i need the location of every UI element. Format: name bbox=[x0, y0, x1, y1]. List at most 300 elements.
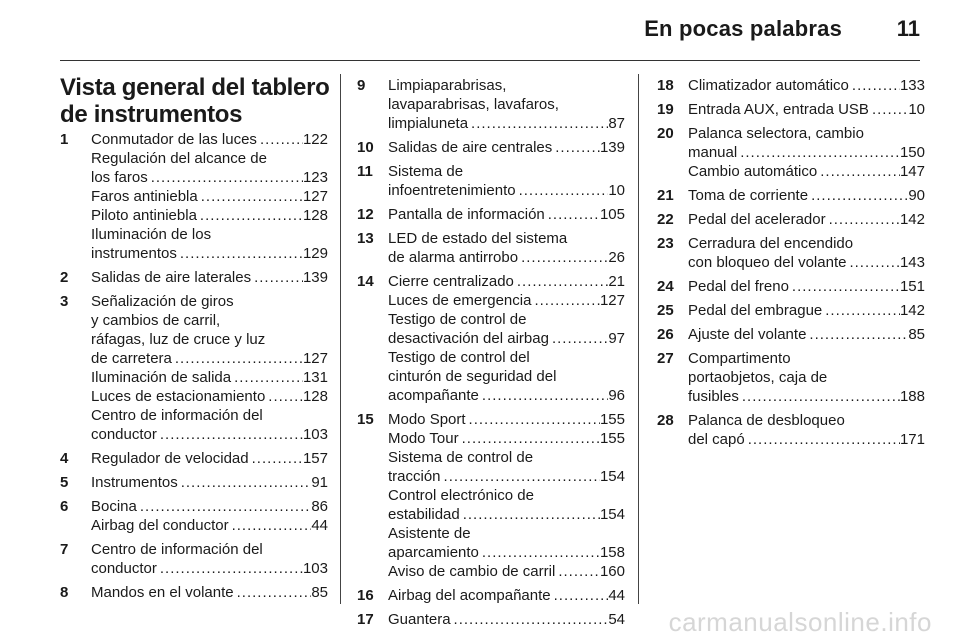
page-reference: 129 bbox=[302, 245, 328, 262]
dot-leader bbox=[177, 244, 303, 263]
index-line bbox=[388, 272, 625, 291]
entry-text: Aviso de cambio de carril bbox=[388, 563, 556, 580]
index-line bbox=[688, 124, 925, 143]
index-line bbox=[388, 367, 625, 386]
index-column-2 bbox=[357, 76, 625, 634]
item-number: 12 bbox=[357, 206, 374, 223]
dot-leader bbox=[148, 168, 303, 187]
entry-text: Conmutador de las luces bbox=[91, 131, 257, 148]
entry-text: infoentretenimiento bbox=[388, 182, 516, 199]
entry-text: Faros antiniebla bbox=[91, 188, 198, 205]
index-line bbox=[688, 186, 925, 205]
dot-leader bbox=[137, 497, 311, 516]
page-reference: 122 bbox=[302, 131, 328, 148]
page-reference: 131 bbox=[302, 369, 328, 386]
item-number: 22 bbox=[657, 211, 674, 228]
item-entries bbox=[688, 186, 925, 205]
item-entries bbox=[688, 124, 925, 181]
item-number: 25 bbox=[657, 302, 674, 319]
index-item bbox=[357, 586, 625, 605]
dot-leader bbox=[265, 387, 303, 406]
item-entries bbox=[91, 292, 328, 444]
dot-leader bbox=[549, 329, 608, 348]
index-item bbox=[357, 205, 625, 224]
index-item bbox=[357, 229, 625, 267]
column-divider-1 bbox=[340, 74, 341, 604]
page-reference: 142 bbox=[899, 302, 925, 319]
entry-text: Cierre centralizado bbox=[388, 273, 514, 290]
index-line bbox=[688, 325, 925, 344]
item-number: 16 bbox=[357, 587, 374, 604]
entry-text: Entrada AUX, entrada USB bbox=[688, 101, 869, 118]
entry-text: Iluminación de los bbox=[91, 226, 212, 243]
dot-leader bbox=[479, 543, 600, 562]
page-reference: 10 bbox=[908, 101, 925, 118]
dot-leader bbox=[251, 268, 303, 287]
index-item bbox=[657, 186, 925, 205]
item-entries bbox=[688, 325, 925, 344]
dot-leader bbox=[826, 210, 900, 229]
index-item bbox=[60, 540, 328, 578]
index-line bbox=[688, 277, 925, 296]
index-line bbox=[91, 168, 328, 187]
page-reference: 97 bbox=[608, 330, 625, 347]
header-title: En pocas palabras bbox=[644, 16, 842, 41]
entry-text: Pedal del acelerador bbox=[688, 211, 826, 228]
dot-leader bbox=[552, 138, 600, 157]
index-item bbox=[357, 162, 625, 200]
dot-leader bbox=[231, 368, 303, 387]
index-item bbox=[357, 76, 625, 133]
index-item bbox=[657, 76, 925, 95]
page-reference: 54 bbox=[608, 611, 625, 628]
page-reference: 85 bbox=[311, 584, 328, 601]
entry-text: Control electrónico de bbox=[388, 487, 534, 504]
entry-text: con bloqueo del volante bbox=[688, 254, 847, 271]
dot-leader bbox=[551, 586, 609, 605]
index-line bbox=[91, 540, 328, 559]
index-item bbox=[60, 497, 328, 535]
entry-text: instrumentos bbox=[91, 245, 177, 262]
page-reference: 127 bbox=[302, 188, 328, 205]
index-line bbox=[388, 448, 625, 467]
entry-text: Airbag del conductor bbox=[91, 517, 229, 534]
index-line bbox=[91, 311, 328, 330]
index-line bbox=[688, 162, 925, 181]
item-number: 13 bbox=[357, 230, 374, 247]
index-item bbox=[357, 410, 625, 581]
index-item bbox=[657, 325, 925, 344]
entry-text: aparcamiento bbox=[388, 544, 479, 561]
page-reference: 128 bbox=[302, 207, 328, 224]
index-item bbox=[657, 124, 925, 181]
dot-leader bbox=[817, 162, 900, 181]
dot-leader bbox=[229, 516, 312, 535]
index-line bbox=[388, 429, 625, 448]
index-line bbox=[388, 562, 625, 581]
page-reference: 143 bbox=[899, 254, 925, 271]
item-number: 10 bbox=[357, 139, 374, 156]
item-entries bbox=[688, 301, 925, 320]
index-line bbox=[388, 248, 625, 267]
index-line bbox=[688, 143, 925, 162]
index-line bbox=[91, 516, 328, 535]
index-item bbox=[60, 268, 328, 287]
index-item bbox=[657, 100, 925, 119]
page-reference: 139 bbox=[599, 139, 625, 156]
entry-text: fusibles bbox=[688, 388, 739, 405]
item-number: 8 bbox=[60, 584, 69, 601]
entry-text: manual bbox=[688, 144, 738, 161]
index-item bbox=[657, 234, 925, 272]
item-entries bbox=[388, 76, 625, 133]
entry-text: Regulador de velocidad bbox=[91, 450, 249, 467]
page-reference: 103 bbox=[302, 426, 328, 443]
entry-text: Testigo de control de bbox=[388, 311, 527, 328]
entry-text: Piloto antiniebla bbox=[91, 207, 197, 224]
entry-text: Salidas de aire laterales bbox=[91, 269, 252, 286]
item-entries bbox=[388, 410, 625, 581]
entry-text: LED de estado del sistema bbox=[388, 230, 568, 247]
dot-leader bbox=[249, 449, 303, 468]
index-item bbox=[357, 138, 625, 157]
index-line bbox=[688, 387, 925, 406]
index-item bbox=[657, 277, 925, 296]
index-line bbox=[388, 505, 625, 524]
page-reference: 103 bbox=[302, 560, 328, 577]
index-line bbox=[688, 368, 925, 387]
index-item bbox=[657, 411, 925, 449]
index-line bbox=[688, 234, 925, 253]
dot-leader bbox=[869, 100, 908, 119]
dot-leader bbox=[468, 114, 608, 133]
dot-leader bbox=[460, 505, 600, 524]
entry-text: cinturón de seguridad del bbox=[388, 368, 557, 385]
entry-text: Limpiaparabrisas, bbox=[388, 77, 507, 94]
index-line bbox=[91, 330, 328, 349]
item-entries bbox=[688, 210, 925, 229]
column-divider-2 bbox=[638, 74, 639, 604]
entry-text: Mandos en el volante bbox=[91, 584, 234, 601]
dot-leader bbox=[459, 429, 600, 448]
entry-text: Señalización de giros bbox=[91, 293, 234, 310]
index-line bbox=[388, 348, 625, 367]
item-entries bbox=[388, 138, 625, 157]
item-entries bbox=[688, 76, 925, 95]
item-number: 6 bbox=[60, 498, 69, 515]
dot-leader bbox=[157, 425, 303, 444]
entry-text: Iluminación de salida bbox=[91, 369, 232, 386]
index-line bbox=[388, 114, 625, 133]
page-reference: 91 bbox=[311, 474, 328, 491]
dot-leader bbox=[479, 386, 608, 405]
page-reference: 127 bbox=[599, 292, 625, 309]
index-line bbox=[388, 486, 625, 505]
dot-leader bbox=[257, 130, 303, 149]
page-reference: 10 bbox=[608, 182, 625, 199]
entry-text: Luces de emergencia bbox=[388, 292, 532, 309]
watermark: carmanualsonline.info bbox=[668, 607, 932, 637]
index-line bbox=[91, 497, 328, 516]
item-entries bbox=[388, 229, 625, 267]
entry-text: Asistente de bbox=[388, 525, 471, 542]
item-number: 24 bbox=[657, 278, 674, 295]
index-item bbox=[357, 610, 625, 629]
index-item bbox=[60, 473, 328, 492]
index-line bbox=[388, 329, 625, 348]
item-number: 19 bbox=[657, 101, 674, 118]
dot-leader bbox=[745, 430, 900, 449]
index-item bbox=[657, 301, 925, 320]
page-reference: 188 bbox=[899, 388, 925, 405]
index-line bbox=[388, 310, 625, 329]
page-reference: 133 bbox=[899, 77, 925, 94]
index-line bbox=[91, 559, 328, 578]
item-entries bbox=[388, 162, 625, 200]
index-line bbox=[91, 449, 328, 468]
entry-text: conductor bbox=[91, 426, 157, 443]
index-line bbox=[388, 205, 625, 224]
page-reference: 157 bbox=[302, 450, 328, 467]
page-number: 11 bbox=[896, 16, 920, 41]
item-entries bbox=[388, 272, 625, 405]
entry-text: Testigo de control del bbox=[388, 349, 530, 366]
item-entries bbox=[388, 205, 625, 224]
item-entries bbox=[91, 583, 328, 602]
item-entries bbox=[688, 277, 925, 296]
entry-text: limpialuneta bbox=[388, 115, 469, 132]
item-entries bbox=[91, 540, 328, 578]
entry-text: conductor bbox=[91, 560, 157, 577]
item-entries bbox=[688, 349, 925, 406]
dot-leader bbox=[737, 143, 900, 162]
dot-leader bbox=[198, 187, 303, 206]
index-line bbox=[388, 95, 625, 114]
entry-text: Luces de estacionamiento bbox=[91, 388, 266, 405]
page-reference: 142 bbox=[899, 211, 925, 228]
index-line bbox=[91, 368, 328, 387]
index-column-1 bbox=[60, 130, 328, 607]
index-line bbox=[91, 130, 328, 149]
dot-leader bbox=[466, 410, 600, 429]
page-reference: 127 bbox=[302, 350, 328, 367]
page-reference: 154 bbox=[599, 506, 625, 523]
index-line bbox=[388, 138, 625, 157]
entry-text: de alarma antirrobo bbox=[388, 249, 519, 266]
item-number: 27 bbox=[657, 350, 674, 367]
page-reference: 96 bbox=[608, 387, 625, 404]
page-reference: 87 bbox=[608, 115, 625, 132]
dot-leader bbox=[157, 559, 303, 578]
entry-text: Pedal del embrague bbox=[688, 302, 823, 319]
entry-text: Palanca de desbloqueo bbox=[688, 412, 845, 429]
dot-leader bbox=[739, 387, 900, 406]
index-line bbox=[388, 162, 625, 181]
index-line bbox=[688, 301, 925, 320]
index-line bbox=[91, 583, 328, 602]
index-line bbox=[388, 586, 625, 605]
item-number: 1 bbox=[60, 131, 69, 148]
index-line bbox=[91, 425, 328, 444]
entry-text: Instrumentos bbox=[91, 474, 178, 491]
entry-text: Palanca selectora, cambio bbox=[688, 125, 864, 142]
item-number: 23 bbox=[657, 235, 674, 252]
item-number: 5 bbox=[60, 474, 69, 491]
index-line bbox=[91, 268, 328, 287]
dot-leader bbox=[197, 206, 303, 225]
entry-text: Guantera bbox=[388, 611, 451, 628]
index-line bbox=[91, 187, 328, 206]
index-column-3 bbox=[657, 76, 925, 454]
item-number: 4 bbox=[60, 450, 69, 467]
item-number: 20 bbox=[657, 125, 674, 142]
index-line bbox=[388, 76, 625, 95]
index-line bbox=[688, 430, 925, 449]
entry-text: Pantalla de información bbox=[388, 206, 545, 223]
index-line bbox=[388, 181, 625, 200]
dot-leader bbox=[808, 186, 908, 205]
entry-text: Modo Sport bbox=[388, 411, 466, 428]
dot-leader bbox=[531, 291, 600, 310]
item-number: 17 bbox=[357, 611, 374, 628]
item-entries bbox=[388, 610, 625, 629]
page-reference: 147 bbox=[899, 163, 925, 180]
page-reference: 85 bbox=[908, 326, 925, 343]
dot-leader bbox=[516, 181, 609, 200]
item-entries bbox=[688, 411, 925, 449]
entry-text: Compartimento bbox=[688, 350, 791, 367]
dot-leader bbox=[234, 583, 312, 602]
dot-leader bbox=[514, 272, 608, 291]
item-entries bbox=[91, 449, 328, 468]
entry-text: los faros bbox=[91, 169, 148, 186]
entry-text: Sistema de control de bbox=[388, 449, 534, 466]
page-reference: 105 bbox=[599, 206, 625, 223]
index-line bbox=[91, 225, 328, 244]
dot-leader bbox=[178, 473, 312, 492]
page-reference: 150 bbox=[899, 144, 925, 161]
index-line bbox=[388, 410, 625, 429]
dot-leader bbox=[545, 205, 600, 224]
index-line bbox=[688, 349, 925, 368]
dot-leader bbox=[172, 349, 303, 368]
dot-leader bbox=[849, 76, 900, 95]
index-item bbox=[657, 210, 925, 229]
index-item bbox=[657, 349, 925, 406]
dot-leader bbox=[822, 301, 900, 320]
page-reference: 158 bbox=[599, 544, 625, 561]
index-line bbox=[91, 349, 328, 368]
index-line bbox=[688, 100, 925, 119]
entry-text: y cambios de carril, bbox=[91, 312, 221, 329]
page-reference: 44 bbox=[608, 587, 625, 604]
entry-text: estabilidad bbox=[388, 506, 460, 523]
page-reference: 86 bbox=[311, 498, 328, 515]
entry-text: Airbag del acompañante bbox=[388, 587, 551, 604]
page-reference: 90 bbox=[908, 187, 925, 204]
item-number: 2 bbox=[60, 269, 69, 286]
index-line bbox=[688, 411, 925, 430]
entry-text: Climatizador automático bbox=[688, 77, 849, 94]
page-reference: 139 bbox=[302, 269, 328, 286]
item-number: 15 bbox=[357, 411, 374, 428]
index-item bbox=[60, 130, 328, 263]
page-reference: 160 bbox=[599, 563, 625, 580]
item-number: 26 bbox=[657, 326, 674, 343]
index-line bbox=[388, 543, 625, 562]
header-divider bbox=[60, 60, 920, 61]
dot-leader bbox=[789, 277, 900, 296]
dot-leader bbox=[555, 562, 600, 581]
item-number: 3 bbox=[60, 293, 69, 310]
entry-text: desactivación del airbag bbox=[388, 330, 549, 347]
entry-text: del capó bbox=[688, 431, 745, 448]
item-entries bbox=[688, 234, 925, 272]
item-number: 9 bbox=[357, 77, 366, 94]
page-reference: 26 bbox=[608, 249, 625, 266]
entry-text: de carretera bbox=[91, 350, 172, 367]
dot-leader bbox=[451, 610, 609, 629]
entry-text: Ajuste del volante bbox=[688, 326, 807, 343]
index-line bbox=[388, 291, 625, 310]
index-line bbox=[91, 206, 328, 225]
index-line bbox=[91, 292, 328, 311]
dot-leader bbox=[518, 248, 608, 267]
item-number: 11 bbox=[357, 163, 373, 180]
entry-text: Bocina bbox=[91, 498, 137, 515]
index-line bbox=[388, 386, 625, 405]
page-reference: 155 bbox=[599, 430, 625, 447]
item-number: 21 bbox=[657, 187, 674, 204]
index-line bbox=[91, 244, 328, 263]
index-line bbox=[388, 610, 625, 629]
section-title: Vista general del tablero de instrumentos bbox=[60, 74, 330, 128]
index-line bbox=[388, 467, 625, 486]
item-number: 14 bbox=[357, 273, 374, 290]
index-line bbox=[91, 387, 328, 406]
index-line bbox=[388, 524, 625, 543]
entry-text: Sistema de bbox=[388, 163, 464, 180]
item-number: 28 bbox=[657, 412, 674, 429]
page-reference: 154 bbox=[599, 468, 625, 485]
index-line bbox=[688, 210, 925, 229]
entry-text: Centro de información del bbox=[91, 541, 263, 558]
entry-text: ráfagas, luz de cruce y luz bbox=[91, 331, 266, 348]
index-line bbox=[688, 253, 925, 272]
page-reference: 123 bbox=[302, 169, 328, 186]
entry-text: Regulación del alcance de bbox=[91, 150, 267, 167]
index-line bbox=[688, 76, 925, 95]
index-line bbox=[91, 149, 328, 168]
entry-text: Centro de información del bbox=[91, 407, 263, 424]
entry-text: Salidas de aire centrales bbox=[388, 139, 553, 156]
index-line bbox=[91, 473, 328, 492]
entry-text: Cambio automático bbox=[688, 163, 818, 180]
index-item bbox=[357, 272, 625, 405]
dot-leader bbox=[806, 325, 908, 344]
item-entries bbox=[388, 586, 625, 605]
index-line bbox=[388, 229, 625, 248]
index-item bbox=[60, 292, 328, 444]
dot-leader bbox=[441, 467, 600, 486]
entry-text: Pedal del freno bbox=[688, 278, 789, 295]
entry-text: portaobjetos, caja de bbox=[688, 369, 828, 386]
item-entries bbox=[91, 130, 328, 263]
page-reference: 151 bbox=[899, 278, 925, 295]
entry-text: Toma de corriente bbox=[688, 187, 809, 204]
entry-text: lavaparabrisas, lavafaros, bbox=[388, 96, 559, 113]
item-entries bbox=[91, 473, 328, 492]
